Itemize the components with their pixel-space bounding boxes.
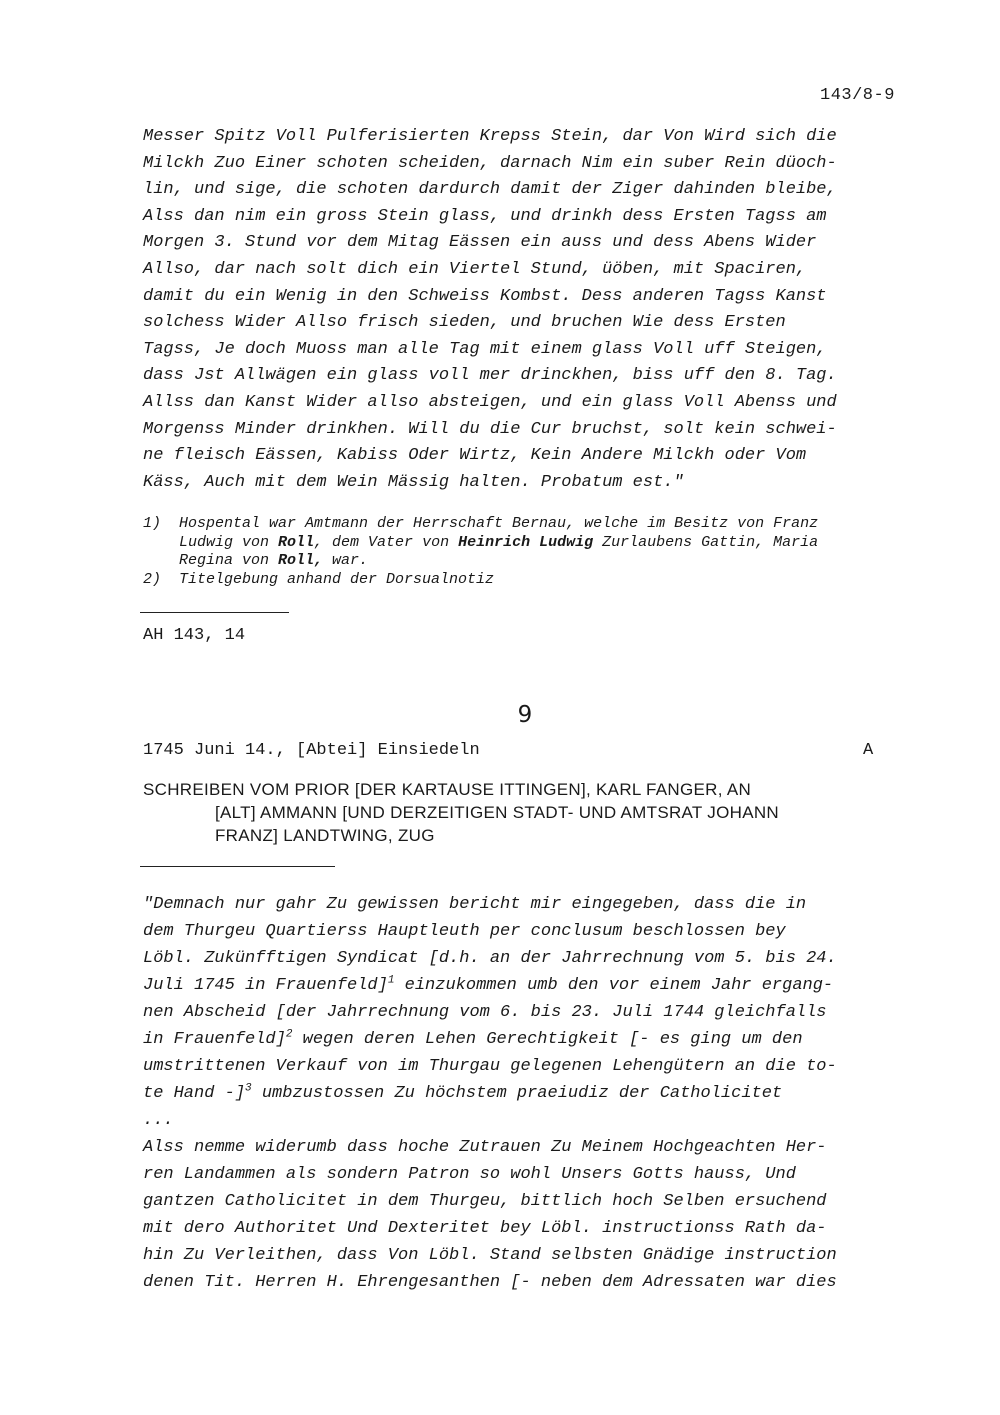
heading-divider xyxy=(140,866,335,867)
document-number: 9 xyxy=(517,702,533,728)
footnote-marker: 2 xyxy=(285,1028,293,1041)
text-segment: wegen deren Lehen Gerechtigkeit [- es ging um den xyxy=(292,1030,803,1049)
footnotes xyxy=(143,515,903,589)
archive-reference: AH 143, 14 xyxy=(143,626,246,645)
footnote-number: 1) xyxy=(143,515,162,532)
footnote-text: Ludwig von xyxy=(179,533,279,551)
text-line: dem Thurgeu Quartierss Hauptleuth per conclusum beschlossen bey xyxy=(143,922,786,941)
text-line xyxy=(143,1080,903,1107)
heading-line: SCHREIBEN VOM PRIOR [DER KARTAUSE ITTINGEN], KARL FANGER, AN xyxy=(143,780,752,799)
text-line: Morgen 3. Stund vor dem Mitag Eässen ein auss und dess Abens Wider xyxy=(143,233,817,253)
text-segment: te Hand -] xyxy=(143,1084,246,1103)
text-line: solchess Wider Allso frisch sieden, und bruchen Wie dess Ersten xyxy=(143,313,786,333)
text-segment: umbzustossen Zu höchstem praeiudiz der Catholicitet xyxy=(251,1084,783,1103)
footnote-text: Regina von xyxy=(179,552,279,569)
heading-line: FRANZ] LANDTWING, ZUG xyxy=(215,826,435,845)
document-heading xyxy=(143,778,903,847)
footnote-text: Titelgebung anhand der Dorsualnotiz xyxy=(179,570,495,588)
text-line: Morgenss Minder drinkhen. Will du die Cur bruchst, solt kein schwei- xyxy=(143,419,837,439)
text-line: Tagss, Je doch Muoss man alle Tag mit einem glass Voll uff Steigen, xyxy=(143,339,827,359)
section-divider xyxy=(140,612,289,613)
footnote-name-bold: Heinrich Ludwig xyxy=(458,533,594,551)
footnote-number: 2) xyxy=(143,570,162,588)
text-line: Alss nemme widerumb dass hoche Zutrauen Zu Meinem Hochgeachten Her- xyxy=(143,1138,827,1157)
text-line: ren Landammen als sondern Patron so wohl Unsers Gotts hauss, Und xyxy=(143,1165,796,1184)
footnote-text: Hospental war Amtmann der Herrschaft Bernau, welche im Besitz von Franz xyxy=(179,515,819,532)
text-line: umstrittenen Verkauf von im Thurgau gelegenen Lehengütern an die to- xyxy=(143,1057,837,1076)
text-line: ne fleisch Eässen, Kabiss Oder Wirtz, Kein Andere Milckh oder Vom xyxy=(143,446,807,466)
text-line: lin, und sige, die schoten dardurch damit der Ziger dahinden bleibe, xyxy=(143,180,837,200)
text-line xyxy=(143,1026,903,1053)
letter-text xyxy=(143,891,903,1296)
date-place: 1745 Juni 14., [Abtei] Einsiedeln xyxy=(143,741,480,760)
text-segment: Juli 1745 in Frauenfeld] xyxy=(143,976,388,995)
footnote-name-bold: Roll xyxy=(278,533,315,551)
text-line: Käss, Auch mit dem Wein Mässig halten. Probatum est." xyxy=(143,472,684,492)
text-line: gantzen Catholicitet in dem Thurgeu, bittlich hoch Selben ersuchend xyxy=(143,1192,827,1211)
footnote-1-continuation xyxy=(143,534,903,553)
text-line: ... xyxy=(143,1111,174,1130)
footnote-text: , dem Vater von xyxy=(314,533,459,551)
text-line: Milckh Zuo Einer schoten scheiden, darnach Nim ein suber Rein düoch- xyxy=(143,153,837,173)
text-line: nen Abscheid [der Jahrrechnung vom 6. bis 23. Juli 1744 gleichfalls xyxy=(143,1003,827,1022)
footnote-1 xyxy=(143,515,903,534)
text-line: damit du ein Wenig in den Schweiss Kombst. Dess anderen Tagss Kanst xyxy=(143,286,827,306)
footnote-2 xyxy=(143,571,903,590)
text-line: Allss dan Kanst Wider allso absteigen, und ein glass Voll Abenss und xyxy=(143,392,837,412)
continuation-text xyxy=(143,124,903,496)
text-line: hin Zu Verleithen, dass Von Löbl. Stand selbsten Gnädige instruction xyxy=(143,1246,837,1265)
text-line: "Demnach nur gahr Zu gewissen bericht mir eingegeben, dass die in xyxy=(143,895,807,914)
footnote-marker: 3 xyxy=(245,1082,252,1095)
footnote-marker: 1 xyxy=(387,974,395,987)
footnote-text: war. xyxy=(323,552,369,569)
footnote-name-bold: Roll, xyxy=(278,552,324,569)
text-line: dass Jst Allwägen ein glass voll mer drinckhen, biss uff den 8. Tag. xyxy=(143,366,837,386)
category-label: A xyxy=(863,741,874,760)
text-line: denen Tit. Herren H. Ehrengesanthen [- neben dem Adressaten war dies xyxy=(143,1273,837,1292)
text-line: Alss dan nim ein gross Stein glass, und drinkh dess Ersten Tagss am xyxy=(143,206,827,226)
text-line: mit dero Authoritet Und Dexteritet bey Löbl. instructionss Rath da- xyxy=(143,1219,827,1238)
heading-line: [ALT] AMMANN [UND DERZEITIGEN STADT- UND AMTSRAT JOHANN xyxy=(215,803,780,822)
text-segment: einzukommen umb den vor einem Jahr ergang- xyxy=(394,976,834,995)
text-segment: in Frauenfeld] xyxy=(143,1030,286,1049)
text-line xyxy=(143,972,903,999)
page-reference: 143/8-9 xyxy=(820,86,895,105)
text-line: Allso, dar nach solt dich ein Viertel Stund, üöben, mit Spaciren, xyxy=(143,259,807,279)
text-line: Messer Spitz Voll Pulferisierten Krepss Stein, dar Von Wird sich die xyxy=(143,127,837,146)
footnote-text: Zurlaubens Gattin, Maria xyxy=(593,533,819,551)
footnote-1-continuation xyxy=(143,552,903,571)
text-line: Löbl. Zukünfftigen Syndicat [d.h. an der Jahrrechnung vom 5. bis 24. xyxy=(143,949,837,968)
